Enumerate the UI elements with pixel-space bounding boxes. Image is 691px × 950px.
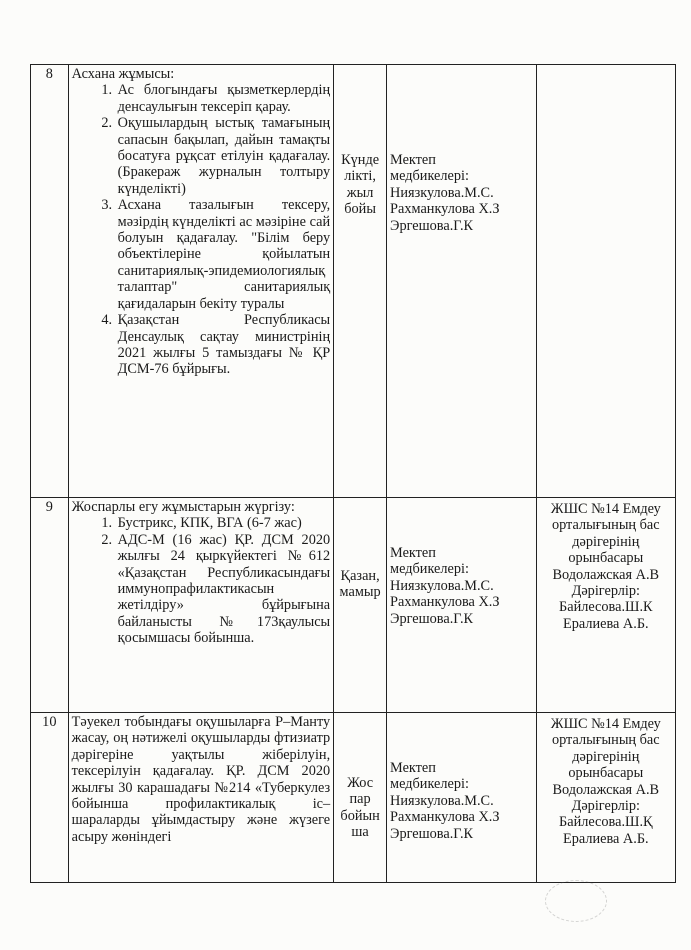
row-number: 8 [31, 65, 69, 498]
deadline-line: ша [351, 824, 369, 841]
partner-line: орынбасары [568, 550, 644, 567]
responsible-line: Ниязкулова.М.С. [390, 577, 494, 594]
table-row [31, 713, 676, 883]
partner-line: орынбасары [568, 765, 644, 782]
partner-line: дәрігерінің [572, 748, 640, 765]
deadline-cell [334, 713, 387, 883]
task-cell [68, 498, 334, 713]
partner-line: Дәрігерлір: [571, 798, 641, 815]
responsible-line: Эргешова.Г.К [390, 217, 474, 234]
deadline-line: бойын [340, 807, 380, 824]
partner-block [540, 499, 672, 632]
responsible-cell [387, 65, 537, 498]
responsible-cell [387, 498, 537, 713]
partner-cell [536, 65, 675, 498]
deadline-line: Қазан, [340, 568, 380, 584]
partner-line: ЖШС №14 Емдеу [550, 501, 661, 517]
responsible-line: Рахманкулова Х.З [390, 809, 500, 826]
responsible-line: Рахманкулова Х.З [390, 201, 500, 218]
partner-cell [536, 713, 675, 883]
list-item: 1. Бустрикс, КПК, ВГА (6-7 жас) [116, 515, 331, 531]
table-row [31, 498, 676, 713]
partner-line: Ералиева А.Б. [562, 615, 649, 632]
partner-line: дәрігерінің [572, 533, 640, 550]
task-list [72, 515, 331, 646]
list-item: 4. Қазақстан Республикасы Денсаулық сақтау министрінің 2021 жылғы 5 тамыздағы № ҚР ДСМ-76 бұйрығы. [116, 312, 331, 378]
responsible-line: медбикелері: [390, 776, 469, 793]
table-row [31, 65, 676, 498]
responsible-line: Ниязкулова.М.С. [390, 792, 494, 809]
task-title: Жоспарлы егу жұмыстарын жүргізу: [71, 499, 295, 515]
partner-line: Водолажская А.В [552, 566, 660, 583]
responsible-line: Мектеп [390, 760, 436, 776]
partner-line: Байлесова.Ш.К [559, 599, 653, 616]
responsible-line: медбикелері: [390, 168, 469, 185]
responsible-line: Эргешова.Г.К [390, 610, 474, 627]
task-list [72, 82, 331, 377]
responsible-cell [387, 713, 537, 883]
stamp-mark [545, 880, 607, 922]
deadline-line: Жос [347, 775, 374, 791]
partner-line: орталығының бас [551, 732, 660, 749]
partner-line: Ералиева А.Б. [562, 830, 649, 847]
row-number: 9 [31, 498, 69, 713]
responsible-line: Ниязкулова.М.С. [390, 184, 494, 201]
deadline-line: мамыр [339, 584, 381, 601]
responsible-line: Мектеп [390, 545, 436, 561]
task-title: Тәуекел тобындағы оқушыларға Р–Манту жасау, оң нәтижелі оқушыларды фтизиатр дәрігеріне уақтылы жіберілуін, тексерілуін қадағалау. ҚР. ДСМ 2020 жылғы 30 карашадағы №214 «Туберкулез бойынша профилактикалық іс–шараларды ұйымдастыру және жүзеге асыру жөніндегі [71, 714, 331, 845]
responsible-line: медбикелері: [390, 561, 469, 578]
partner-line: Дәрігерлір: [571, 583, 641, 600]
responsible-line: Эргешова.Г.К [390, 825, 474, 842]
task-title: Асхана жұмысы: [71, 66, 175, 82]
task-cell [68, 713, 334, 883]
partner-line: ЖШС №14 Емдеу [550, 716, 661, 732]
responsible-line: Мектеп [390, 152, 436, 168]
responsible-line: Рахманкулова Х.З [390, 594, 500, 611]
list-item: 3. Асхана тазалығын тексеру, мәзірдің күнделікті ас мәзіріне сай болуын қадағалау. "Білім беру объектілеріне қойылатын санитариялық-эпидемиологиялық талаптар" санитариялық қағидаларын бекіту туралы [116, 197, 331, 312]
task-cell [68, 65, 334, 498]
deadline-cell [334, 498, 387, 713]
partner-block [540, 714, 672, 847]
deadline-line: лікті, [344, 168, 376, 185]
partner-cell [536, 498, 675, 713]
deadline-line: пар [349, 791, 371, 808]
deadline-line: Күнде [341, 152, 380, 168]
partner-line: орталығының бас [551, 517, 660, 534]
deadline-line: бойы [344, 201, 376, 218]
list-item: 1. Ас блогындағы қызметкерлердің денсаулығын тексеріп қарау. [116, 82, 331, 115]
list-item: 2. Оқушылардың ыстық тамағының сапасын бақылап, дайын тамақты босатуға рұқсат етілуін қадағалау. (Бракераж журналын толтыру күнделікті) [116, 115, 331, 197]
list-item: 2. АДС-М (16 жас) ҚР. ДСМ 2020 жылғы 24 қыркүйектегі №612 «Қазақстан Республикасындағы иммунопрафилактикасын жетілдіру» бұйрығына байланысты №173қаулысы қосымшасы бойынша. [116, 532, 331, 647]
deadline-line: жыл [346, 184, 374, 201]
partner-line: Водолажская А.В [552, 781, 660, 798]
deadline-cell [334, 65, 387, 498]
work-plan-table [30, 64, 676, 883]
partner-line: Байлесова.Ш.Қ [559, 814, 653, 831]
row-number: 10 [31, 713, 69, 883]
